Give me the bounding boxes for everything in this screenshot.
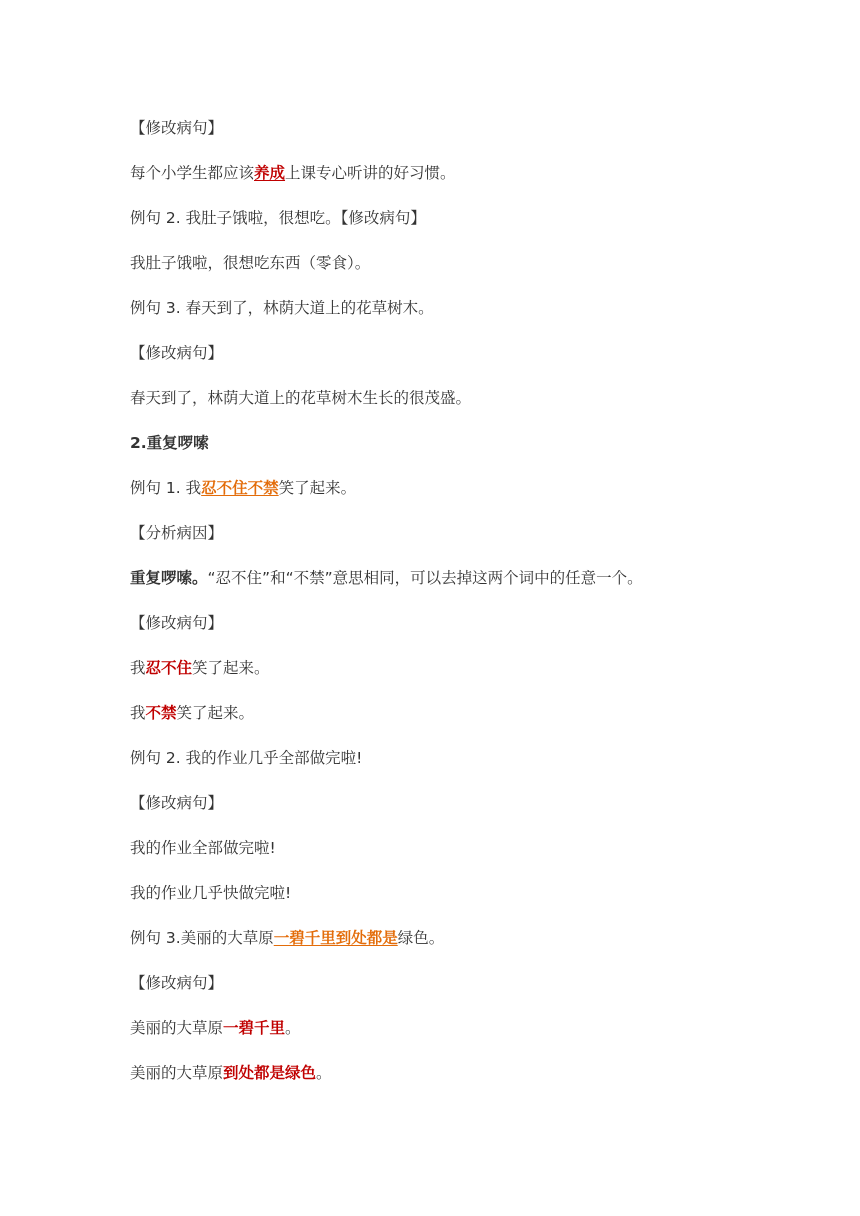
analysis-label: 重复啰嗦。 xyxy=(130,569,208,587)
highlight-word: 到处都是绿色 xyxy=(223,1064,317,1082)
heading-analysis: 【分析病因】 xyxy=(130,524,224,542)
heading-revise: 【修改病句】 xyxy=(130,974,224,992)
sentence-text: 美丽的大草原 xyxy=(130,1019,224,1037)
analysis-text xyxy=(130,567,643,589)
revised-sentence: 我肚子饿啦，很想吃东西（零食）。 xyxy=(130,254,371,272)
sentence-text: 。 xyxy=(285,1019,301,1037)
example-sentence: 例句 2. 我的作业几乎全部做完啦! xyxy=(130,749,363,767)
example-sentence xyxy=(130,927,444,949)
heading-revise: 【修改病句】 xyxy=(130,614,224,632)
sentence-text: 我 xyxy=(130,659,146,677)
heading-revise: 【修改病句】 xyxy=(130,794,224,812)
sentence-text: 笑了起来。 xyxy=(192,659,270,677)
sentence-text: 绿色。 xyxy=(397,929,445,947)
highlight-word: 一碧千里到处都是 xyxy=(273,929,398,947)
highlight-word: 忍不住 xyxy=(145,659,193,677)
revised-sentence xyxy=(130,657,270,679)
revised-sentence: 我的作业几乎快做完啦! xyxy=(130,884,292,902)
revised-sentence xyxy=(130,1062,332,1084)
revised-sentence xyxy=(130,1017,301,1039)
sentence-text: 美丽的大草原 xyxy=(130,1064,224,1082)
highlight-word: 忍不住不禁 xyxy=(201,479,279,497)
section-heading: 2.重复啰嗦 xyxy=(130,434,209,452)
highlight-word: 一碧千里 xyxy=(223,1019,286,1037)
sentence-text: 例句 3.美丽的大草原 xyxy=(130,929,274,947)
revised-sentence: 我的作业全部做完啦! xyxy=(130,839,276,857)
highlight-word: 不禁 xyxy=(145,704,177,722)
heading-revise: 【修改病句】 xyxy=(130,344,224,362)
sentence-text: 。 xyxy=(316,1064,332,1082)
sentence-text: 例句 1. 我 xyxy=(130,479,202,497)
revised-sentence xyxy=(130,162,456,184)
sentence-text: 笑了起来。 xyxy=(278,479,357,497)
sentence-text: 每个小学生都应该 xyxy=(130,164,255,182)
example-sentence: 例句 3. 春天到了，林荫大道上的花草树木。 xyxy=(130,299,434,317)
example-sentence xyxy=(130,477,356,499)
sentence-text: 我 xyxy=(130,704,146,722)
heading-revise: 【修改病句】 xyxy=(130,119,224,137)
example-sentence: 例句 2. 我肚子饿啦，很想吃。【修改病句】 xyxy=(130,209,426,227)
sentence-text: 上课专心听讲的好习惯。 xyxy=(285,164,456,182)
highlight-word: 养成 xyxy=(254,164,286,182)
revised-sentence: 春天到了，林荫大道上的花草树木生长的很茂盛。 xyxy=(130,389,472,407)
sentence-text: 笑了起来。 xyxy=(176,704,255,722)
analysis-body: “忍不住”和“不禁”意思相同，可以去掉这两个词中的任意一个。 xyxy=(207,569,643,587)
revised-sentence xyxy=(130,702,254,724)
